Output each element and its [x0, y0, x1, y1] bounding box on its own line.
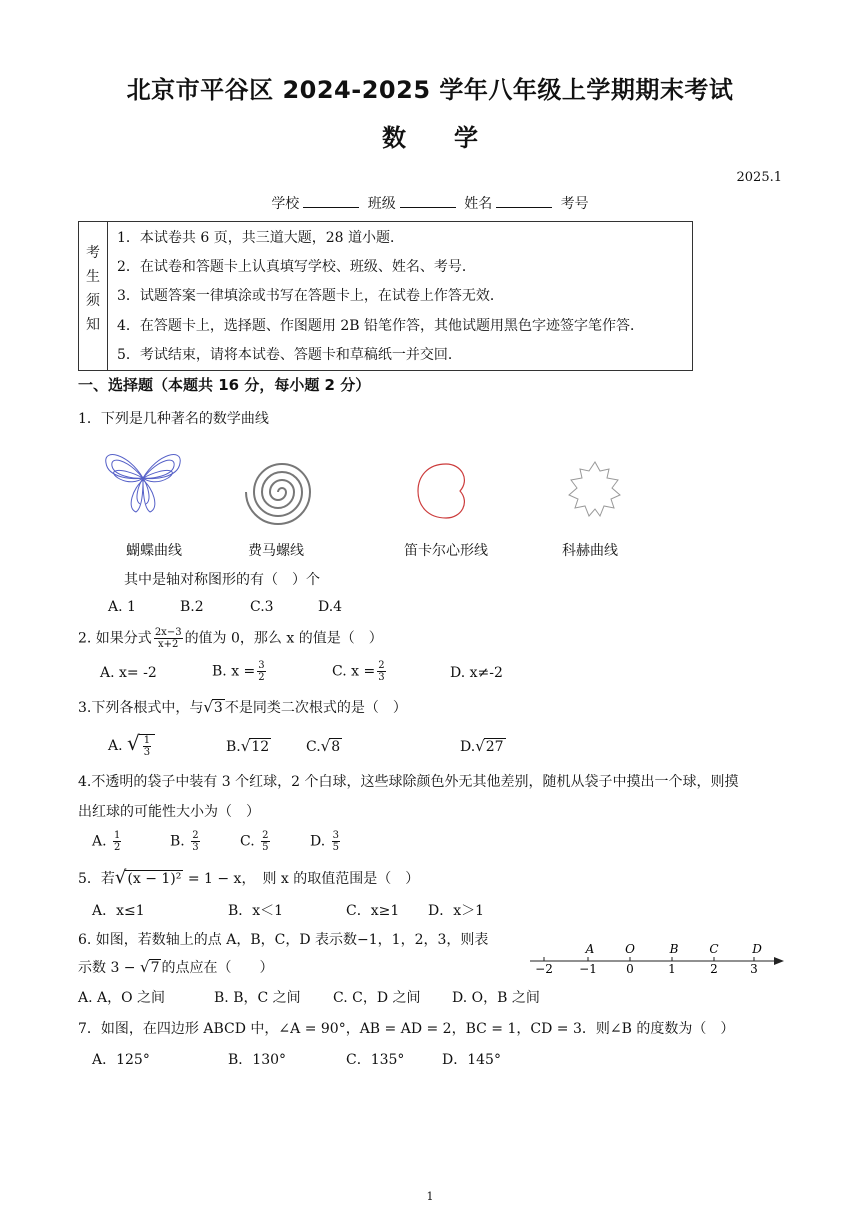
- caption-fermat: 费马螺线: [248, 543, 304, 559]
- q1-stem: 1．下列是几种著名的数学曲线: [78, 411, 269, 427]
- q6-stem-line1: 6. 如图，若数轴上的点 A，B，C，D 表示数−1，1，2，3，则表: [78, 932, 489, 948]
- exam-number-label: 考号: [560, 196, 589, 212]
- caption-butterfly: 蝴蝶曲线: [126, 543, 182, 559]
- q7-option-a[interactable]: A．125°: [92, 1052, 150, 1068]
- q6-line2-prefix: 示数 3 −: [78, 960, 140, 976]
- q7-stem: 7．如图，在四边形 ABCD 中，∠A = 90°，AB = AD = 2，BC = 1，CD = 3．则∠B 的度数为（ ）: [78, 1021, 735, 1037]
- number-line-figure: [528, 940, 788, 976]
- notice-line: 3．试题答案一律填涂或书写在答题卡上，在试卷上作答无效．: [117, 288, 504, 304]
- cardioid-figure: [412, 458, 472, 524]
- q5-option-a[interactable]: A．x≤1: [92, 903, 145, 919]
- notice-side-char: 考: [86, 245, 100, 261]
- q4-option-a-label: A.: [92, 833, 107, 850]
- tick-label: −1: [579, 962, 597, 976]
- q4-option-c[interactable]: [240, 830, 272, 853]
- tick-label: 1: [668, 962, 676, 976]
- q4-stem-line1: 4.不透明的袋子中装有 3 个红球，2 个白球，这些球除颜色外无其他差别，随机从袋子中摸出一个球，则摸: [78, 774, 739, 790]
- q4-option-c-den: 5: [262, 842, 269, 853]
- q4-option-b-num: 2: [192, 830, 199, 841]
- q3-option-b-label: B.: [226, 739, 241, 755]
- q5-suffix: = 1 − x， 则 x 的取值范围是（ ）: [183, 871, 420, 887]
- q4-stem-line2: 出红球的可能性大小为（ ）: [78, 804, 260, 820]
- q4-option-d[interactable]: [310, 830, 342, 853]
- q3-prefix: 3.下列各根式中，与: [78, 700, 204, 716]
- notice-side-char: 生: [86, 269, 100, 285]
- q4-option-a[interactable]: [92, 830, 123, 853]
- q3-option-c-radicand: 8: [331, 739, 341, 755]
- exam-date: 2025.1: [736, 170, 782, 185]
- q2-option-c[interactable]: [332, 660, 388, 683]
- notice-line: 2．在试卷和答题卡上认真填写学校、班级、姓名、考号．: [117, 259, 476, 275]
- q4-option-d-den: 5: [332, 842, 340, 853]
- q3-stem: 3.下列各根式中，与√3 不是同类二次根式的是（ ）: [78, 698, 407, 716]
- notice-side-char: 知: [86, 317, 100, 333]
- q2-fraction: [154, 627, 183, 650]
- notice-line: 1．本试卷共 6 页，共三道大题，28 道小题．: [117, 230, 404, 246]
- point-label-o: O: [625, 942, 635, 956]
- q2-option-b[interactable]: [212, 660, 268, 683]
- q2-option-b-num: 3: [258, 660, 265, 671]
- q7-option-c[interactable]: C．135°: [346, 1052, 405, 1068]
- subject-title: 数 学: [382, 124, 478, 152]
- q4-option-d-num: 3: [332, 830, 340, 841]
- q1-option-a[interactable]: A. 1: [108, 599, 136, 615]
- q3-option-d[interactable]: D.√27: [460, 737, 504, 755]
- q4-option-a-den: 2: [114, 842, 121, 853]
- point-label-c: C: [709, 942, 719, 956]
- q2-stem: [78, 627, 383, 650]
- q2-option-b-den: 2: [258, 672, 265, 683]
- notice-side-char: 须: [86, 293, 100, 309]
- class-label: 班级: [367, 196, 396, 212]
- q1-option-c[interactable]: C.3: [250, 599, 274, 615]
- point-label-d: D: [752, 942, 762, 956]
- q6-option-c[interactable]: C. C，D 之间: [333, 990, 421, 1006]
- q3-option-b-radicand: 12: [251, 739, 270, 755]
- q6-option-a[interactable]: A. A，O 之间: [78, 990, 166, 1006]
- school-label: 学校: [271, 196, 300, 212]
- q1-option-d[interactable]: D.4: [318, 599, 343, 615]
- name-blank[interactable]: [496, 195, 552, 208]
- q6-line2-suffix: 的点应在（ ）: [161, 960, 274, 976]
- fermat-spiral-figure: [242, 456, 314, 528]
- q4-option-b-label: B.: [170, 833, 185, 850]
- q3-option-b[interactable]: B.√12: [226, 737, 270, 755]
- q3-radicand: 3: [213, 700, 223, 716]
- section-heading: 一、选择题（本题共 16 分，每小题 2 分）: [78, 376, 371, 394]
- tick-label: 0: [626, 962, 634, 976]
- q1-option-b[interactable]: B.2: [180, 599, 204, 615]
- class-blank[interactable]: [400, 195, 456, 208]
- q5-option-b[interactable]: B．x＜1: [228, 903, 284, 919]
- q3-option-a-label: A.: [108, 738, 123, 754]
- point-label-a: A: [585, 942, 595, 956]
- q2-option-a[interactable]: A. x= -2: [100, 665, 157, 681]
- name-label: 姓名: [464, 196, 493, 212]
- q2-numerator: 2x−3: [154, 627, 182, 638]
- q5-radicand: (x − 1)²: [127, 871, 182, 887]
- q4-option-d-label: D.: [310, 833, 326, 850]
- q3-option-d-radicand: 27: [485, 739, 504, 755]
- q4-option-b[interactable]: [170, 830, 202, 853]
- q6-radicand: 7: [150, 960, 160, 976]
- butterfly-curve-figure: [98, 448, 188, 520]
- tick-label: 3: [750, 962, 758, 976]
- q3-option-c-label: C.: [306, 739, 321, 755]
- koch-curve-figure: [562, 458, 628, 524]
- q2-option-c-den: 3: [378, 672, 385, 683]
- q4-option-c-num: 2: [262, 830, 269, 841]
- q3-option-d-label: D.: [460, 739, 476, 755]
- q2-option-c-text: C. x =: [332, 663, 376, 680]
- q3-option-a[interactable]: A. √ $\frac{1}{3}$: [108, 731, 155, 758]
- q2-suffix: 的值为 0，那么 x 的值是（ ）: [184, 630, 383, 647]
- q6-option-b[interactable]: B. B，C 之间: [214, 990, 301, 1006]
- q2-option-c-num: 2: [378, 660, 385, 671]
- exam-title: 北京市平谷区 2024-2025 学年八年级上学期期末考试: [126, 76, 734, 104]
- q5-option-d[interactable]: D．x＞1: [428, 903, 485, 919]
- q3-option-a-den: 3: [143, 746, 151, 758]
- exam-notice-box: [78, 221, 693, 371]
- tick-label: −2: [535, 962, 553, 976]
- q4-option-b-den: 3: [192, 842, 199, 853]
- q4-option-c-label: C.: [240, 833, 255, 850]
- caption-koch: 科赫曲线: [562, 543, 618, 559]
- q1-question: 其中是轴对称图形的有（ ）个: [124, 572, 320, 588]
- q6-stem-line2: 示数 3 − √7 的点应在（ ）: [78, 958, 274, 976]
- q2-option-b-text: B. x =: [212, 663, 256, 680]
- q7-option-b[interactable]: B．130°: [228, 1052, 287, 1068]
- notice-line: 4．在答题卡上，选择题、作图题用 2B 铅笔作答，其他试题用黑色字迹签字笔作答．: [117, 318, 645, 334]
- tick-label: 2: [710, 962, 718, 976]
- notice-side-label: [79, 222, 108, 370]
- q7-option-d[interactable]: D．145°: [442, 1052, 501, 1068]
- page-number: 1: [426, 1190, 434, 1203]
- notice-line: 5．考试结束，请将本试卷、答题卡和草稿纸一并交回．: [117, 347, 462, 363]
- q5-option-c[interactable]: C．x≥1: [346, 903, 400, 919]
- q3-option-a-num: 1: [143, 734, 151, 746]
- q2-option-d[interactable]: D. x≠-2: [450, 665, 503, 681]
- point-label-b: B: [669, 942, 679, 956]
- q5-stem: 5．若√(x − 1)² = 1 − x， 则 x 的取值范围是（ ）: [78, 867, 420, 888]
- q3-suffix: 不是同类二次根式的是（ ）: [224, 700, 407, 716]
- q6-option-d[interactable]: D. O，B 之间: [452, 990, 540, 1006]
- q3-option-c[interactable]: C.√8: [306, 737, 341, 755]
- student-info-row: [0, 193, 860, 213]
- q2-prefix: 2. 如果分式: [78, 630, 152, 647]
- q2-denominator: x+2: [157, 639, 179, 650]
- caption-cardioid: 笛卡尔心形线: [404, 543, 488, 559]
- school-blank[interactable]: [303, 195, 359, 208]
- q4-option-a-num: 1: [114, 830, 121, 841]
- q5-prefix: 5．若: [78, 871, 115, 887]
